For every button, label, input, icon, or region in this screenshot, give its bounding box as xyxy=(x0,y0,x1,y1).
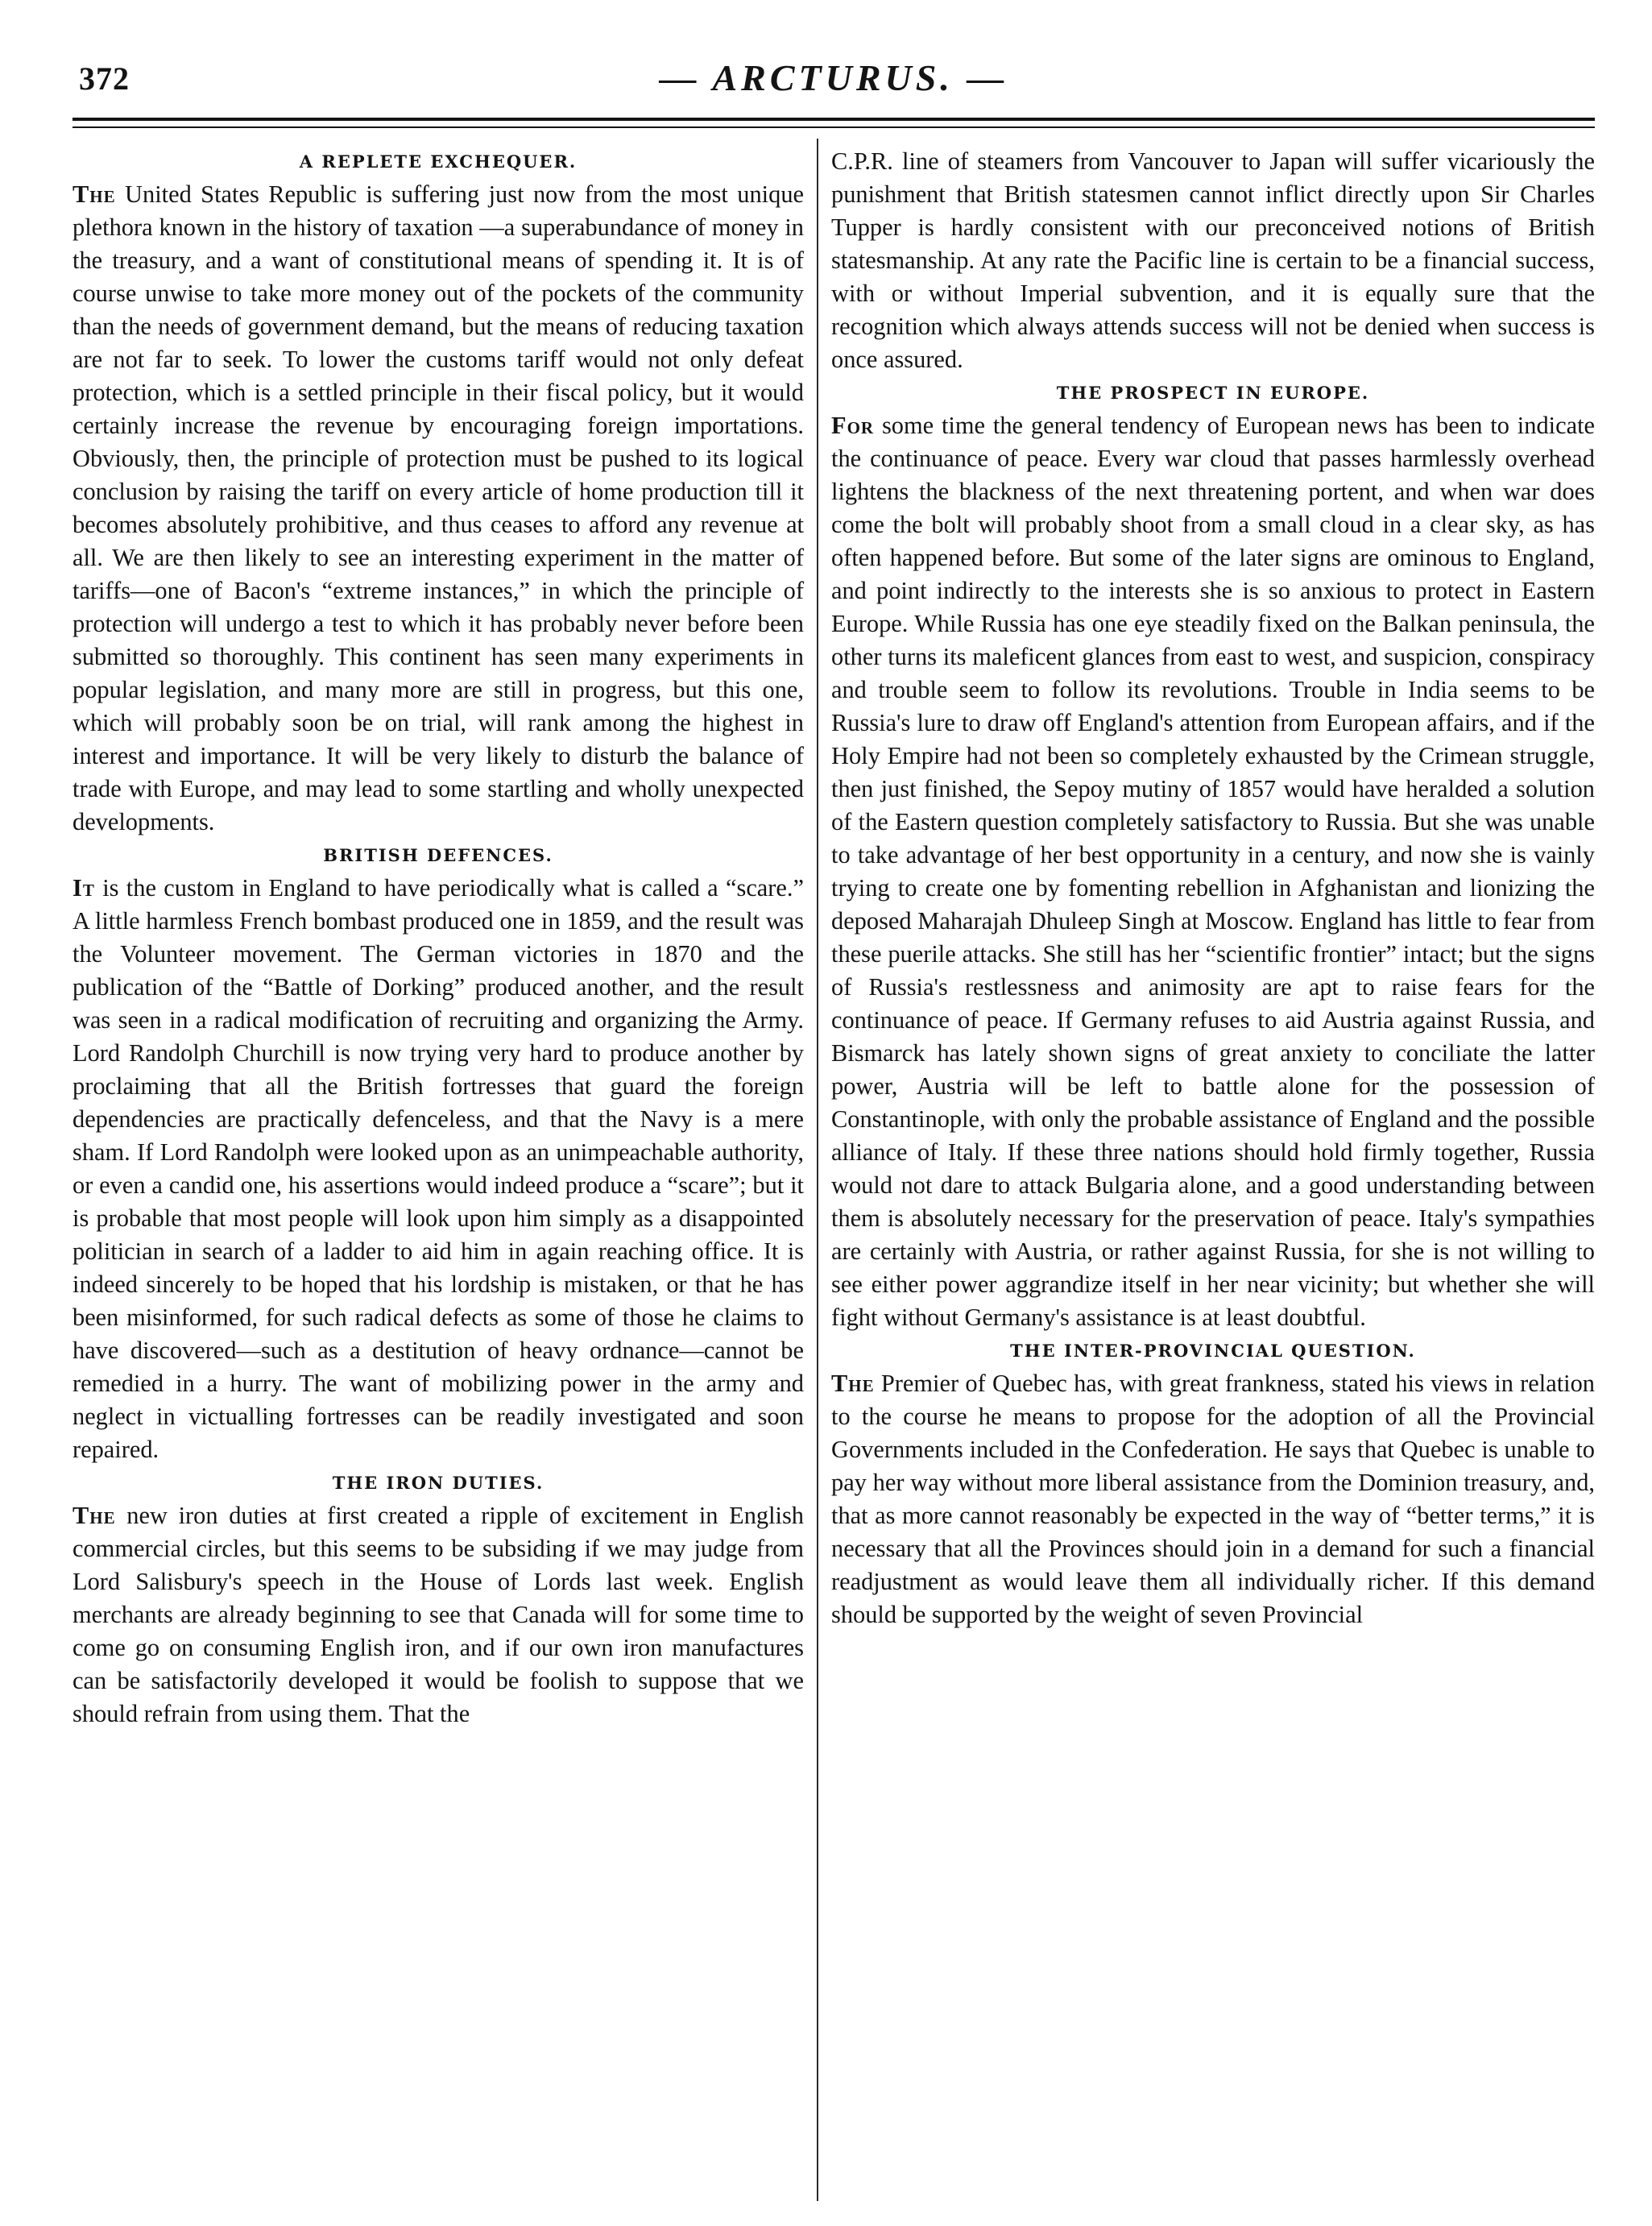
section-heading: A REPLETE EXCHEQUER. xyxy=(299,151,578,172)
body-text: United States Republic is suffering just now from the most unique plethora known in the history of taxation —a superabundance of money in the treasury, and a want of constitutional means of spending it. It is of course unwise to take more money out of the pockets of the community than the needs of government demand, but the means of reducing taxation are not far to seek. To lower the customs tariff would not only defeat protection, which is a settled principle in their fiscal policy, but it would certainly increase the revenue by encouraging foreign importations. Obviously, then, the principle of protection must be pushed to its logical conclusion by raising the tariff on every article of home production till it becomes absolutely prohibitive, and thus ceases to afford any revenue at all. We are then likely to see an interesting experiment in the matter of tariffs—one of Bacon's “extreme instances,” in which the principle of protection will undergo a test to which it has probably never before been submitted so thoroughly. This continent has seen many experiments in popular legislation, and many more are still in progress, but this one, which will probably soon be on trial, will rank among the highest in interest and importance. It will be very likely to disturb the balance of trade with Europe, and may lead to some startling and wholly unexpected developments. xyxy=(72,180,804,835)
article-body xyxy=(831,409,1595,1334)
lead-word: It xyxy=(72,874,95,902)
page-number: 372 xyxy=(79,60,130,97)
section-heading: THE PROSPECT IN EUROPE. xyxy=(1056,383,1370,403)
article-british-defences xyxy=(72,839,804,1466)
article-prospect-in-europe xyxy=(831,376,1595,1334)
article-body xyxy=(72,1499,804,1731)
article-body xyxy=(831,1367,1595,1631)
page-header xyxy=(72,56,1595,113)
article-inter-provincial-question xyxy=(831,1334,1595,1631)
article-iron-duties xyxy=(72,1466,804,1731)
left-column xyxy=(72,145,804,1731)
column-divider xyxy=(817,139,818,2201)
running-title: — ARCTURUS. — xyxy=(659,57,1008,98)
article-body xyxy=(72,178,804,839)
body-text: is the custom in England to have periodically what is called a “scare.” A little harmless French bombast produced one in 1859, and the result was the Volunteer movement. The German victories in 1870 and the publication of the “Battle of Dorking” produced another, and the result was seen in a radical modification of recruiting and organizing the Army. Lord Randolph Churchill is now trying very hard to produce another by proclaiming that all the British fortresses that guard the foreign dependencies are practically defenceless, and that the Navy is a mere sham. If Lord Randolph were looked upon as an unimpeachable authority, or even a candid one, his assertions would indeed produce a “scare”; but it is probable that most people will look upon him simply as a disappointed politician in search of a ladder to aid him in again reaching office. It is indeed sincerely to be hoped that his lordship is mistaken, or that he has been misinformed, for such radical defects as some of those he claims to have discovered—such as a destitution of heavy ordnance—cannot be remedied in a hurry. The want of mobilizing power in the army and neglect in victualling fortresses can be readily investigated and soon repaired. xyxy=(72,874,804,1463)
lead-word: The xyxy=(72,180,116,208)
body-text: some time the general tendency of European news has been to indicate the continuance of peace. Every war cloud that passes harmlessly overhead lightens the blackness of the next threatening portent, and when war does come the bolt will probably shoot from a small cloud in a clear sky, as has often happened before. But some of the later signs are ominous to England, and point indirectly to the interests she is so anxious to protect in Eastern Europe. While Russia has one eye steadily fixed on the Balkan peninsula, the other turns its maleficent glances from east to west, and suspicion, conspiracy and trouble seem to follow its revolutions. Trouble in India seems to be Russia's lure to draw off England's attention from European affairs, and if the Holy Empire had not been so completely exhausted by the Crimean struggle, then just finished, the Sepoy mutiny of 1857 would have heralded a solution of the Eastern question completely satisfactory to Russia. But she was unable to take advantage of her best opportunity in a century, and now she is vainly trying to create one by fomenting rebellion in Afghanistan and lionizing the deposed Maharajah Dhuleep Singh at Moscow. England has little to fear from these puerile attacks. She still has her “scientific frontier” intact; but the signs of Russia's restlessness and animosity are apt to raise fears for the continuance of peace. If Germany refuses to aid Austria against Russia, and Bismarck has lately shown signs of great anxiety to conciliate the latter power, Austria will be left to battle alone for the possession of Constantinople, with only the probable assistance of England and the possible alliance of Italy. If these three nations should hold firmly together, Russia would not dare to attack Bulgaria alone, and a good understanding between them is absolutely necessary for the preservation of peace. Italy's sympathies are certainly with Austria, or rather against Russia, for she is not willing to see either power aggrandize itself in her near vicinity; but whether she will fight without Germany's assistance is at least doubtful. xyxy=(831,412,1595,1331)
lead-word: For xyxy=(831,412,875,439)
body-text: new iron duties at first created a ripple of excitement in English commercial circles, but this seems to be subsiding if we may judge from Lord Salisbury's speech in the House of Lords last week. English merchants are already beginning to see that Canada will for some time to come go on consuming English iron, and if our own iron manufactures can be satisfactorily developed it would be foolish to suppose that we should refrain from using them. That the xyxy=(72,1502,804,1727)
article-body xyxy=(72,872,804,1466)
body-text: Premier of Quebec has, with great frankness, stated his views in relation to the course he means to propose for the adoption of all the Provincial Governments included in the Confederation. He says that Quebec is unable to pay her way without more liberal assistance from the Dominion treasury, and, that as more cannot reasonably be expected in the way of “better terms,” it is necessary that all the Provinces should join in a demand for such a financial readjustment as would leave them all individually richer. If this demand should be supported by the weight of seven Provincial xyxy=(831,1370,1595,1628)
header-rule-thick xyxy=(72,118,1595,121)
section-heading: THE IRON DUTIES. xyxy=(332,1473,544,1493)
right-column xyxy=(831,145,1595,1631)
lead-word: The xyxy=(831,1370,875,1397)
lead-word: The xyxy=(72,1502,116,1529)
section-heading: BRITISH DEFENCES. xyxy=(323,845,553,865)
continued-text: C.P.R. line of steamers from Vancouver to Japan will suffer vicariously the punishment that British statesmen cannot inflict directly upon Sir Charles Tupper is hardly consistent with our preconceived notions of British statesmanship. At any rate the Pacific line is certain to be a financial success, with or without Imperial subvention, and it is equally sure that the recognition which always attends success will not be denied when success is once assured. xyxy=(831,147,1595,373)
header-rule-thin xyxy=(72,126,1595,128)
article-replete-exchequer xyxy=(72,145,804,839)
section-heading: THE INTER-PROVINCIAL QUESTION. xyxy=(1010,1341,1416,1361)
